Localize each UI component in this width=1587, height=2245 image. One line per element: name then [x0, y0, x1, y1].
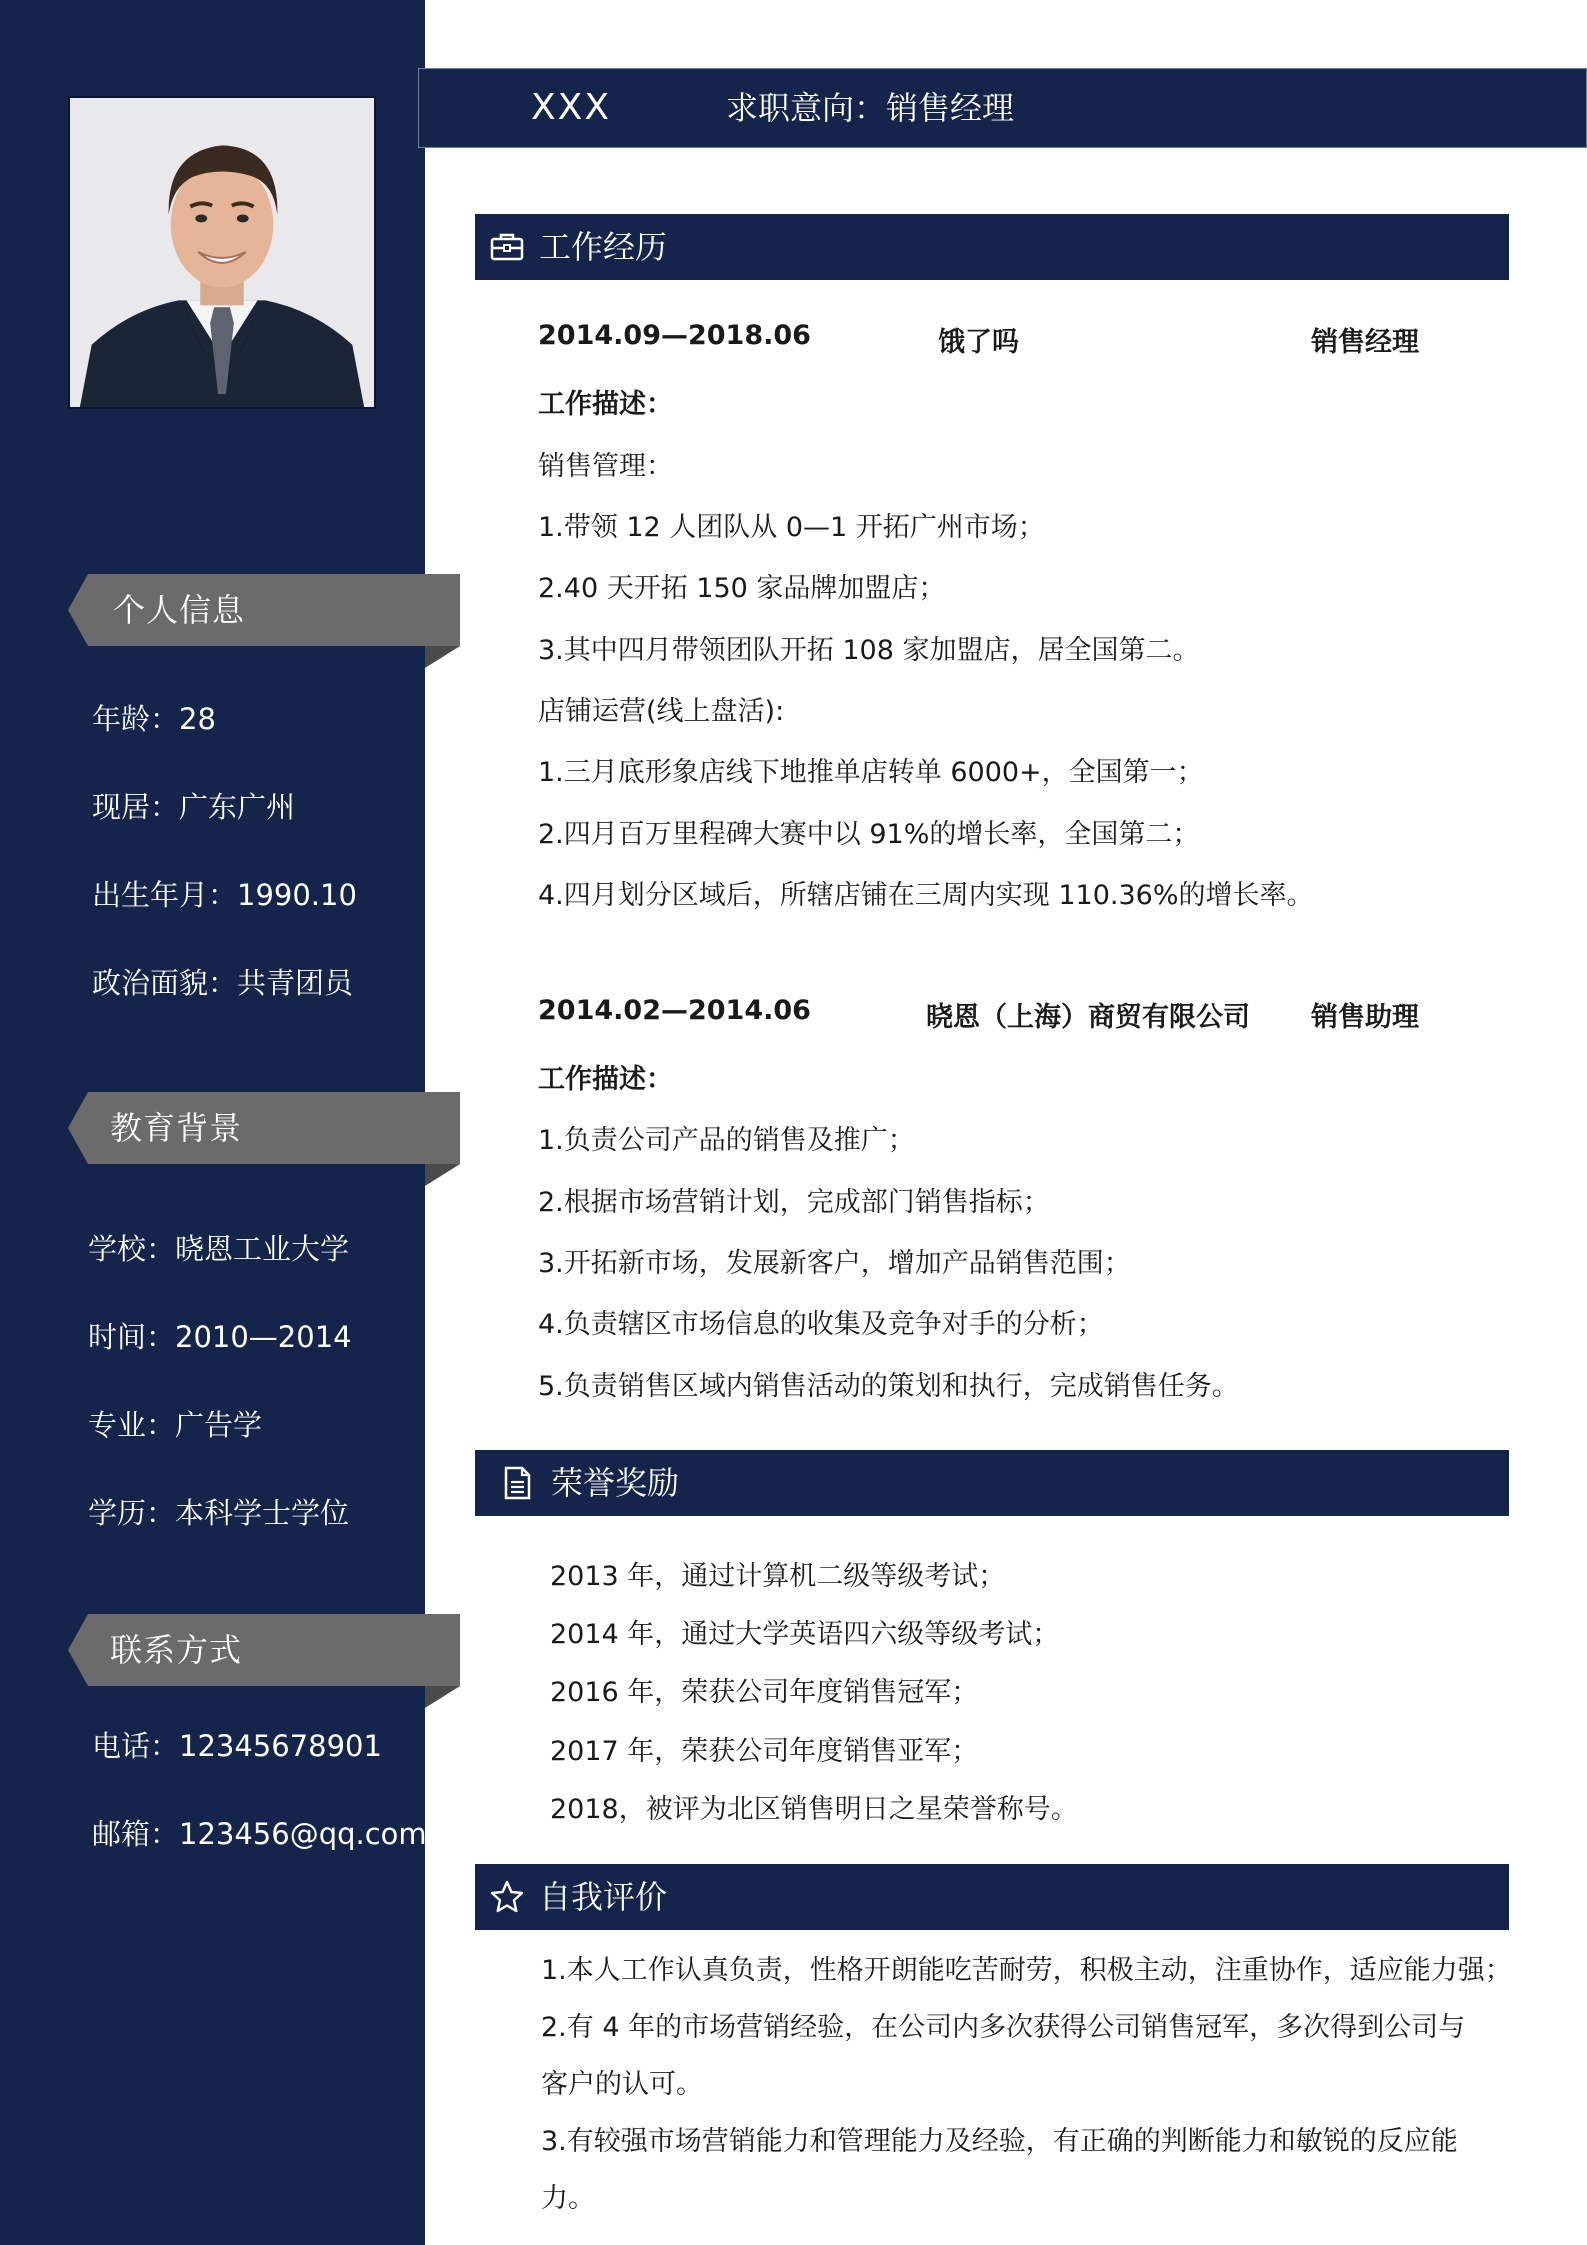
self-eval-section-header — [475, 1864, 1509, 1930]
edu-major: 专业：广告学 — [88, 1408, 263, 1442]
education-title: 教育背景 — [110, 1109, 243, 1147]
info-residence: 现居：广东广州 — [92, 790, 296, 824]
job1-line: 1.三月底形象店线下地推单店转单 6000+，全国第一； — [538, 757, 1204, 788]
honors-section-header — [475, 1450, 1509, 1516]
job1-desc-label: 工作描述： — [538, 389, 673, 420]
job2-line: 4.负责辖区市场信息的收集及竞争对手的分析； — [538, 1309, 1104, 1340]
self-eval-line: 力。 — [541, 2183, 595, 2214]
honors-section-title: 荣誉奖励 — [551, 1464, 680, 1502]
job1-period: 2014.09—2018.06 — [538, 320, 811, 351]
job-intent: 求职意向：销售经理 — [726, 89, 1015, 127]
profile-photo — [68, 96, 376, 409]
work-section-title: 工作经历 — [539, 228, 668, 266]
self-eval-line: 客户的认可。 — [541, 2069, 703, 2100]
education-header — [68, 1092, 460, 1164]
job2-period: 2014.02—2014.06 — [538, 995, 811, 1026]
self-eval-line: 1.本人工作认真负责，性格开朗能吃苦耐劳，积极主动，注重协作，适应能力强； — [541, 1955, 1512, 1986]
self-eval-line: 3.有较强市场营销能力和管理能力及经验，有正确的判断能力和敏锐的反应能 — [541, 2126, 1458, 2157]
briefcase-icon — [489, 229, 525, 265]
job2-line: 2.根据市场营销计划，完成部门销售指标； — [538, 1187, 1050, 1218]
contact-phone: 电话：12345678901 — [92, 1729, 382, 1763]
honor-item: 2016 年，荣获公司年度销售冠军； — [550, 1677, 979, 1708]
job1-role: 销售经理 — [1311, 327, 1419, 358]
info-political: 政治面貌：共青团员 — [92, 966, 354, 1000]
personal-info-title: 个人信息 — [113, 591, 246, 629]
document-icon — [499, 1465, 535, 1501]
job2-role: 销售助理 — [1311, 1002, 1419, 1033]
job2-company: 晓恩（上海）商贸有限公司 — [926, 1002, 1250, 1033]
job1-line: 1.带领 12 人团队从 0—1 开拓广州市场； — [538, 512, 1045, 543]
job1-line: 2.四月百万里程碑大赛中以 91%的增长率，全国第二； — [538, 819, 1200, 850]
person-portrait-icon — [70, 98, 374, 407]
edu-school: 学校：晓恩工业大学 — [88, 1232, 350, 1266]
self-eval-section-title: 自我评价 — [539, 1878, 668, 1916]
honor-item: 2017 年，荣获公司年度销售亚军； — [550, 1736, 979, 1767]
contact-title: 联系方式 — [110, 1631, 243, 1669]
job2-line: 5.负责销售区域内销售活动的策划和执行，完成销售任务。 — [538, 1371, 1239, 1402]
sidebar — [0, 0, 425, 2245]
contact-header — [68, 1614, 460, 1686]
honor-item: 2018，被评为北区销售明日之星荣誉称号。 — [550, 1794, 1078, 1825]
job1-company: 饿了吗 — [938, 327, 1019, 358]
honor-item: 2013 年，通过计算机二级等级考试； — [550, 1561, 1006, 1592]
star-icon — [489, 1879, 525, 1915]
job2-line: 1.负责公司产品的销售及推广； — [538, 1125, 915, 1156]
job1-line: 4.四月划分区域后，所辖店铺在三周内实现 110.36%的增长率。 — [538, 880, 1314, 911]
job1-line: 销售管理： — [538, 451, 673, 482]
personal-info-header — [68, 574, 460, 646]
job2-desc-label: 工作描述： — [538, 1064, 673, 1095]
job1-line: 店铺运营(线上盘活): — [538, 696, 785, 727]
header-bar — [418, 68, 1587, 148]
info-birth: 出生年月：1990.10 — [92, 878, 357, 912]
job1-line: 3.其中四月带领团队开拓 108 家加盟店，居全国第二。 — [538, 635, 1200, 666]
job2-line: 3.开拓新市场，发展新客户，增加产品销售范围； — [538, 1248, 1131, 1279]
edu-degree: 学历：本科学士学位 — [88, 1496, 350, 1530]
honor-item: 2014 年，通过大学英语四六级等级考试； — [550, 1619, 1060, 1650]
candidate-name: XXX — [531, 87, 611, 128]
info-age: 年龄：28 — [92, 702, 216, 736]
work-section-header — [475, 214, 1509, 280]
contact-email: 邮箱：123456@qq.com — [92, 1817, 427, 1851]
edu-time: 时间：2010—2014 — [88, 1320, 352, 1354]
self-eval-line: 2.有 4 年的市场营销经验，在公司内多次获得公司销售冠军，多次得到公司与 — [541, 2012, 1466, 2043]
job1-line: 2.40 天开拓 150 家品牌加盟店； — [538, 573, 946, 604]
